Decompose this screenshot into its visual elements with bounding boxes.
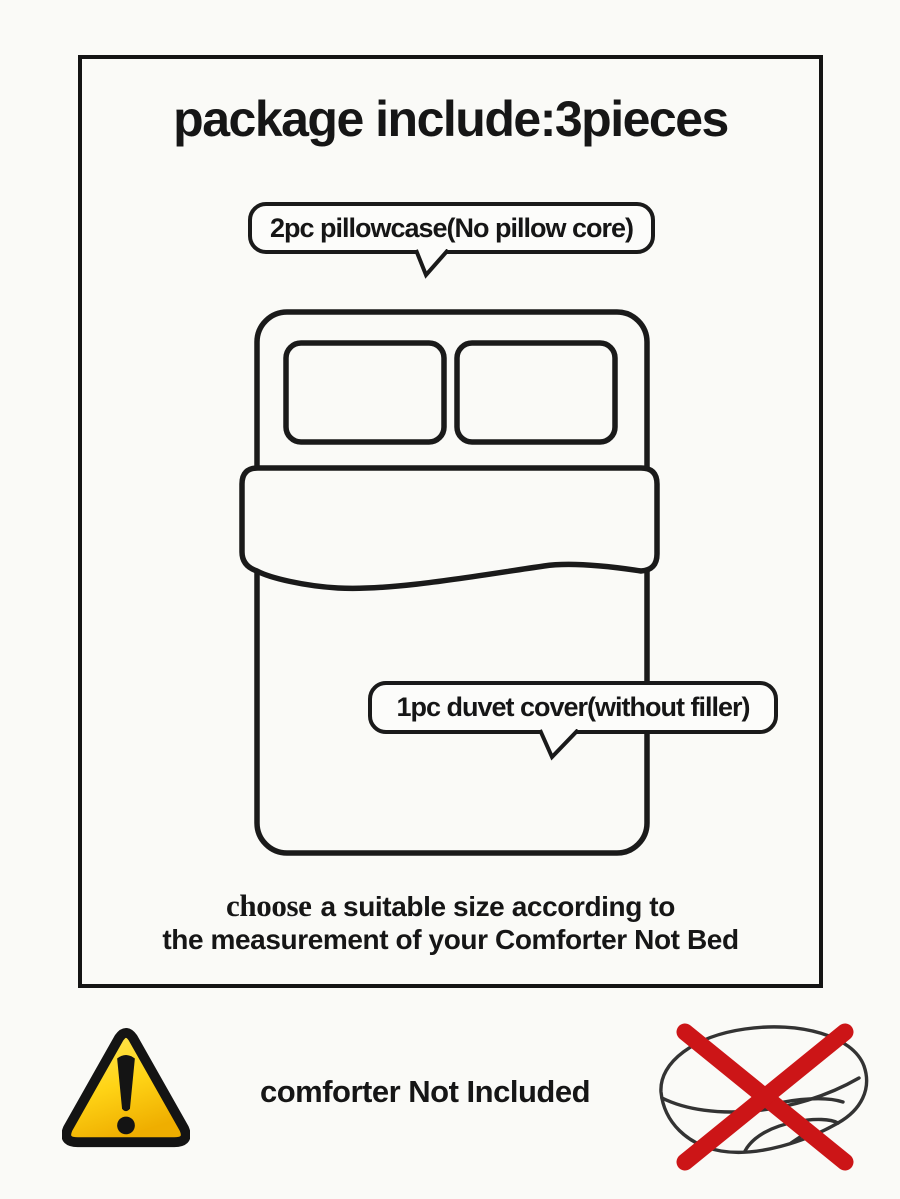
size-advice-text xyxy=(78,889,823,956)
comforter-notice-text: comforter Not Included xyxy=(259,1074,590,1109)
duvet-callout-tail xyxy=(532,729,584,763)
pillow-right xyxy=(457,343,615,442)
no-comforter-icon xyxy=(645,1010,885,1188)
size-advice-line1-rest: a suitable size according to xyxy=(320,891,675,922)
page-title: package include:3pieces xyxy=(173,91,728,147)
warning-exclamation-dot xyxy=(117,1117,135,1135)
duvet-callout-label: 1pc duvet cover(without filler) xyxy=(396,692,750,722)
size-advice-line1 xyxy=(78,889,823,923)
duvet-callout xyxy=(368,681,778,734)
pillowcase-callout xyxy=(248,202,655,254)
pillowcase-callout-label: 2pc pillowcase(No pillow core) xyxy=(269,212,634,243)
size-advice-line1-serif: choose xyxy=(226,888,312,923)
bed-illustration xyxy=(220,300,680,860)
size-advice-line2: the measurement of your Comforter Not Bed xyxy=(162,924,739,955)
pillowcase-callout-tail xyxy=(410,249,454,281)
pillow-left xyxy=(286,343,444,442)
